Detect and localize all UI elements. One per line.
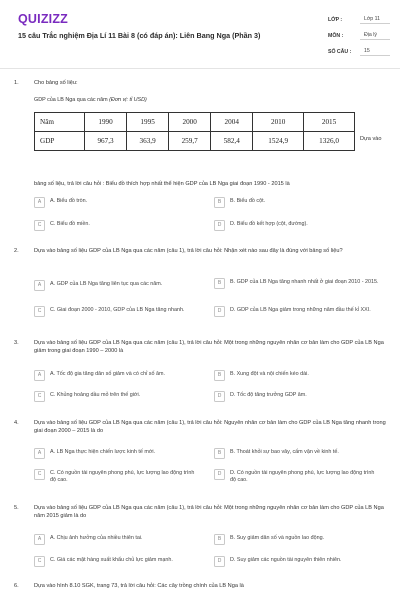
option-letter-badge: C	[34, 220, 45, 231]
q1-option-a[interactable]	[34, 197, 204, 208]
question-4-text: Dựa vào bảng số liệu GDP của LB Nga qua các năm (câu 1), trả lời câu hỏi: Nguyên nhân cơ bản làm cho GDP của LB Nga tăng nhanh trong giai đoạn 2000 – 2015 là do	[34, 420, 386, 435]
option-letter-badge: B	[214, 370, 225, 381]
q3-option-a[interactable]	[34, 370, 204, 381]
option-text: A. GDP của LB Nga tăng liên tục qua các năm.	[50, 280, 163, 287]
gdp-table	[34, 112, 355, 151]
table-cell: 582,4	[211, 132, 253, 151]
option-text: C. Khủng hoảng dầu mỏ trên thế giới.	[50, 391, 141, 398]
option-letter-badge: C	[34, 469, 45, 480]
option-letter-badge: B	[214, 448, 225, 459]
table-cell: 1990	[85, 113, 127, 132]
option-letter-badge: B	[214, 534, 225, 545]
header-divider	[0, 68, 400, 69]
option-text: B. Suy giảm dân số và nguồn lao động.	[230, 534, 325, 541]
question-1-text: bảng số liệu, trả lời câu hỏi : Biểu đồ thích hợp nhất thể hiện GDP của LB Nga giai đoạn 1990 - 2015 là	[34, 181, 290, 187]
option-letter-badge: B	[214, 197, 225, 208]
option-text: D. Suy giảm các nguồn tài nguyên thiên nhiên.	[230, 556, 342, 563]
option-text: C. Giá các mặt hàng xuất khẩu chủ lực giảm mạnh.	[50, 556, 173, 563]
question-6-text: Dựa vào hình 8.10 SGK, trang 73, trả lời câu hỏi: Các cây trồng chính của LB Nga là	[34, 583, 244, 589]
option-letter-badge: B	[214, 278, 225, 289]
q4-option-a[interactable]	[34, 448, 204, 459]
question-3-text: Dựa vào bảng số liệu GDP của LB Nga qua các năm (câu 1), trả lời câu hỏi: Một trong những nguyên nhân cơ bản làm cho GDP của LB Nga giảm trong giai đoạn 1990 – 2000 là	[34, 340, 384, 355]
option-letter-badge: D	[214, 556, 225, 567]
q2-option-a[interactable]	[34, 280, 204, 291]
q5-option-c[interactable]	[34, 556, 204, 567]
option-letter-badge: A	[34, 370, 45, 381]
q4-option-b[interactable]	[214, 448, 384, 459]
option-letter-badge: D	[214, 469, 225, 480]
option-letter-badge: A	[34, 197, 45, 208]
q1-option-d[interactable]	[214, 220, 384, 231]
option-text: A. Tốc độ gia tăng dân số giảm và có chỉ số âm.	[50, 370, 165, 377]
table-cell: Năm	[35, 113, 85, 132]
option-letter-badge: D	[214, 306, 225, 317]
option-text: D. Biểu đồ kết hợp (cột, đường).	[230, 220, 308, 227]
q2-option-b[interactable]	[214, 278, 384, 289]
option-text: D. GDP của LB Nga giảm trong những năm đầu thế kỉ XXI.	[230, 306, 371, 313]
option-letter-badge: D	[214, 391, 225, 402]
q2-option-d[interactable]	[214, 306, 384, 317]
option-text: D. Có nguồn tài nguyên phong phú, lực lượng lao động trình độ cao.	[230, 469, 375, 484]
question-1-intro: Cho bảng số liệu:	[34, 80, 78, 86]
option-letter-badge: A	[34, 448, 45, 459]
q5-option-a[interactable]	[34, 534, 204, 545]
option-text: A. Chịu ảnh hưởng của nhiều thiên tai.	[50, 534, 143, 541]
question-4-number: 4.	[14, 420, 19, 426]
option-text: D. Tốc độ tăng trưởng GDP âm.	[230, 391, 307, 398]
table-cell: 2010	[253, 113, 304, 132]
class-label: LỚP :	[328, 17, 343, 23]
table-caption	[34, 97, 147, 103]
option-text: C. Giai đoạn 2000 - 2010, GDP của LB Nga tăng nhanh.	[50, 306, 185, 313]
q3-option-b[interactable]	[214, 370, 384, 381]
option-text: B. GDP của LB Nga tăng nhanh nhất ở giai đoạn 2010 - 2015.	[230, 278, 379, 285]
option-text: C. Biểu đồ miền.	[50, 220, 90, 227]
question-5-number: 5.	[14, 505, 19, 511]
class-value: Lớp 11	[360, 14, 390, 24]
question-count-label: SỐ CÂU :	[328, 49, 352, 55]
table-cell: 1995	[127, 113, 169, 132]
option-letter-badge: C	[34, 306, 45, 317]
option-letter-badge: C	[34, 556, 45, 567]
table-caption-unit: (Đơn vị: tỉ USD)	[109, 97, 147, 103]
question-5-text: Dựa vào bảng số liệu GDP của LB Nga qua các năm (câu 1), trả lời câu hỏi: Một trong những nguyên nhân cơ bản làm cho GDP của LB Nga năm 2015 giảm là do	[34, 505, 384, 520]
option-letter-badge: A	[34, 534, 45, 545]
table-cell: 1326,0	[304, 132, 355, 151]
table-cell: 259,7	[169, 132, 211, 151]
quizizz-logo: QUIZIZZ	[18, 12, 69, 26]
question-2-text: Dựa vào bảng số liệu GDP của LB Nga qua các năm (câu 1), trả lời câu hỏi: Nhận xét nào sau đây là đúng với bảng số liệu?	[34, 248, 343, 254]
q5-option-d[interactable]	[214, 556, 384, 567]
option-text: B. Thoát khỏi sự bao vây, cấm vận về kinh tế.	[230, 448, 339, 455]
table-cell: 2015	[304, 113, 355, 132]
option-text: B. Xung đột và nội chiến kéo dài.	[230, 370, 309, 377]
table-cell: 967,3	[85, 132, 127, 151]
question-2-number: 2.	[14, 248, 19, 254]
option-text: C. Có nguồn tài nguyên phong phú, lực lượng lao động trình độ cao.	[50, 469, 195, 484]
subject-value: Địa lý	[360, 30, 390, 40]
q4-option-d[interactable]	[214, 469, 384, 485]
q1-option-b[interactable]	[214, 197, 384, 208]
q5-option-b[interactable]	[214, 534, 384, 545]
document-title: 15 câu Trắc nghiệm Địa Lí 11 Bài 8 (có đáp án): Liên Bang Nga (Phần 3)	[18, 31, 261, 40]
option-text: A. Biểu đồ tròn.	[50, 197, 88, 204]
gdp-table-data-row	[35, 132, 355, 151]
question-count-value: 15	[360, 46, 390, 56]
subject-label: MÔN :	[328, 33, 344, 39]
question-6-number: 6.	[14, 583, 19, 589]
table-cell: 2000	[169, 113, 211, 132]
q1-option-c[interactable]	[34, 220, 204, 231]
table-caption-text: GDP của LB Nga qua các năm	[34, 97, 108, 103]
option-letter-badge: D	[214, 220, 225, 231]
q3-option-d[interactable]	[214, 391, 384, 402]
table-trailing-text: Dựa vào	[360, 136, 382, 142]
option-letter-badge: A	[34, 280, 45, 291]
table-cell: GDP	[35, 132, 85, 151]
option-letter-badge: C	[34, 391, 45, 402]
table-cell: 2004	[211, 113, 253, 132]
question-1-number: 1.	[14, 80, 19, 86]
question-3-number: 3.	[14, 340, 19, 346]
q4-option-c[interactable]	[34, 469, 204, 485]
q2-option-c[interactable]	[34, 306, 204, 317]
option-text: A. LB Nga thực hiện chiến lược kinh tế mới.	[50, 448, 156, 455]
gdp-table-header-row	[35, 113, 355, 132]
table-cell: 363,9	[127, 132, 169, 151]
table-cell: 1524,9	[253, 132, 304, 151]
option-text: B. Biểu đồ cột.	[230, 197, 266, 204]
q3-option-c[interactable]	[34, 391, 204, 402]
